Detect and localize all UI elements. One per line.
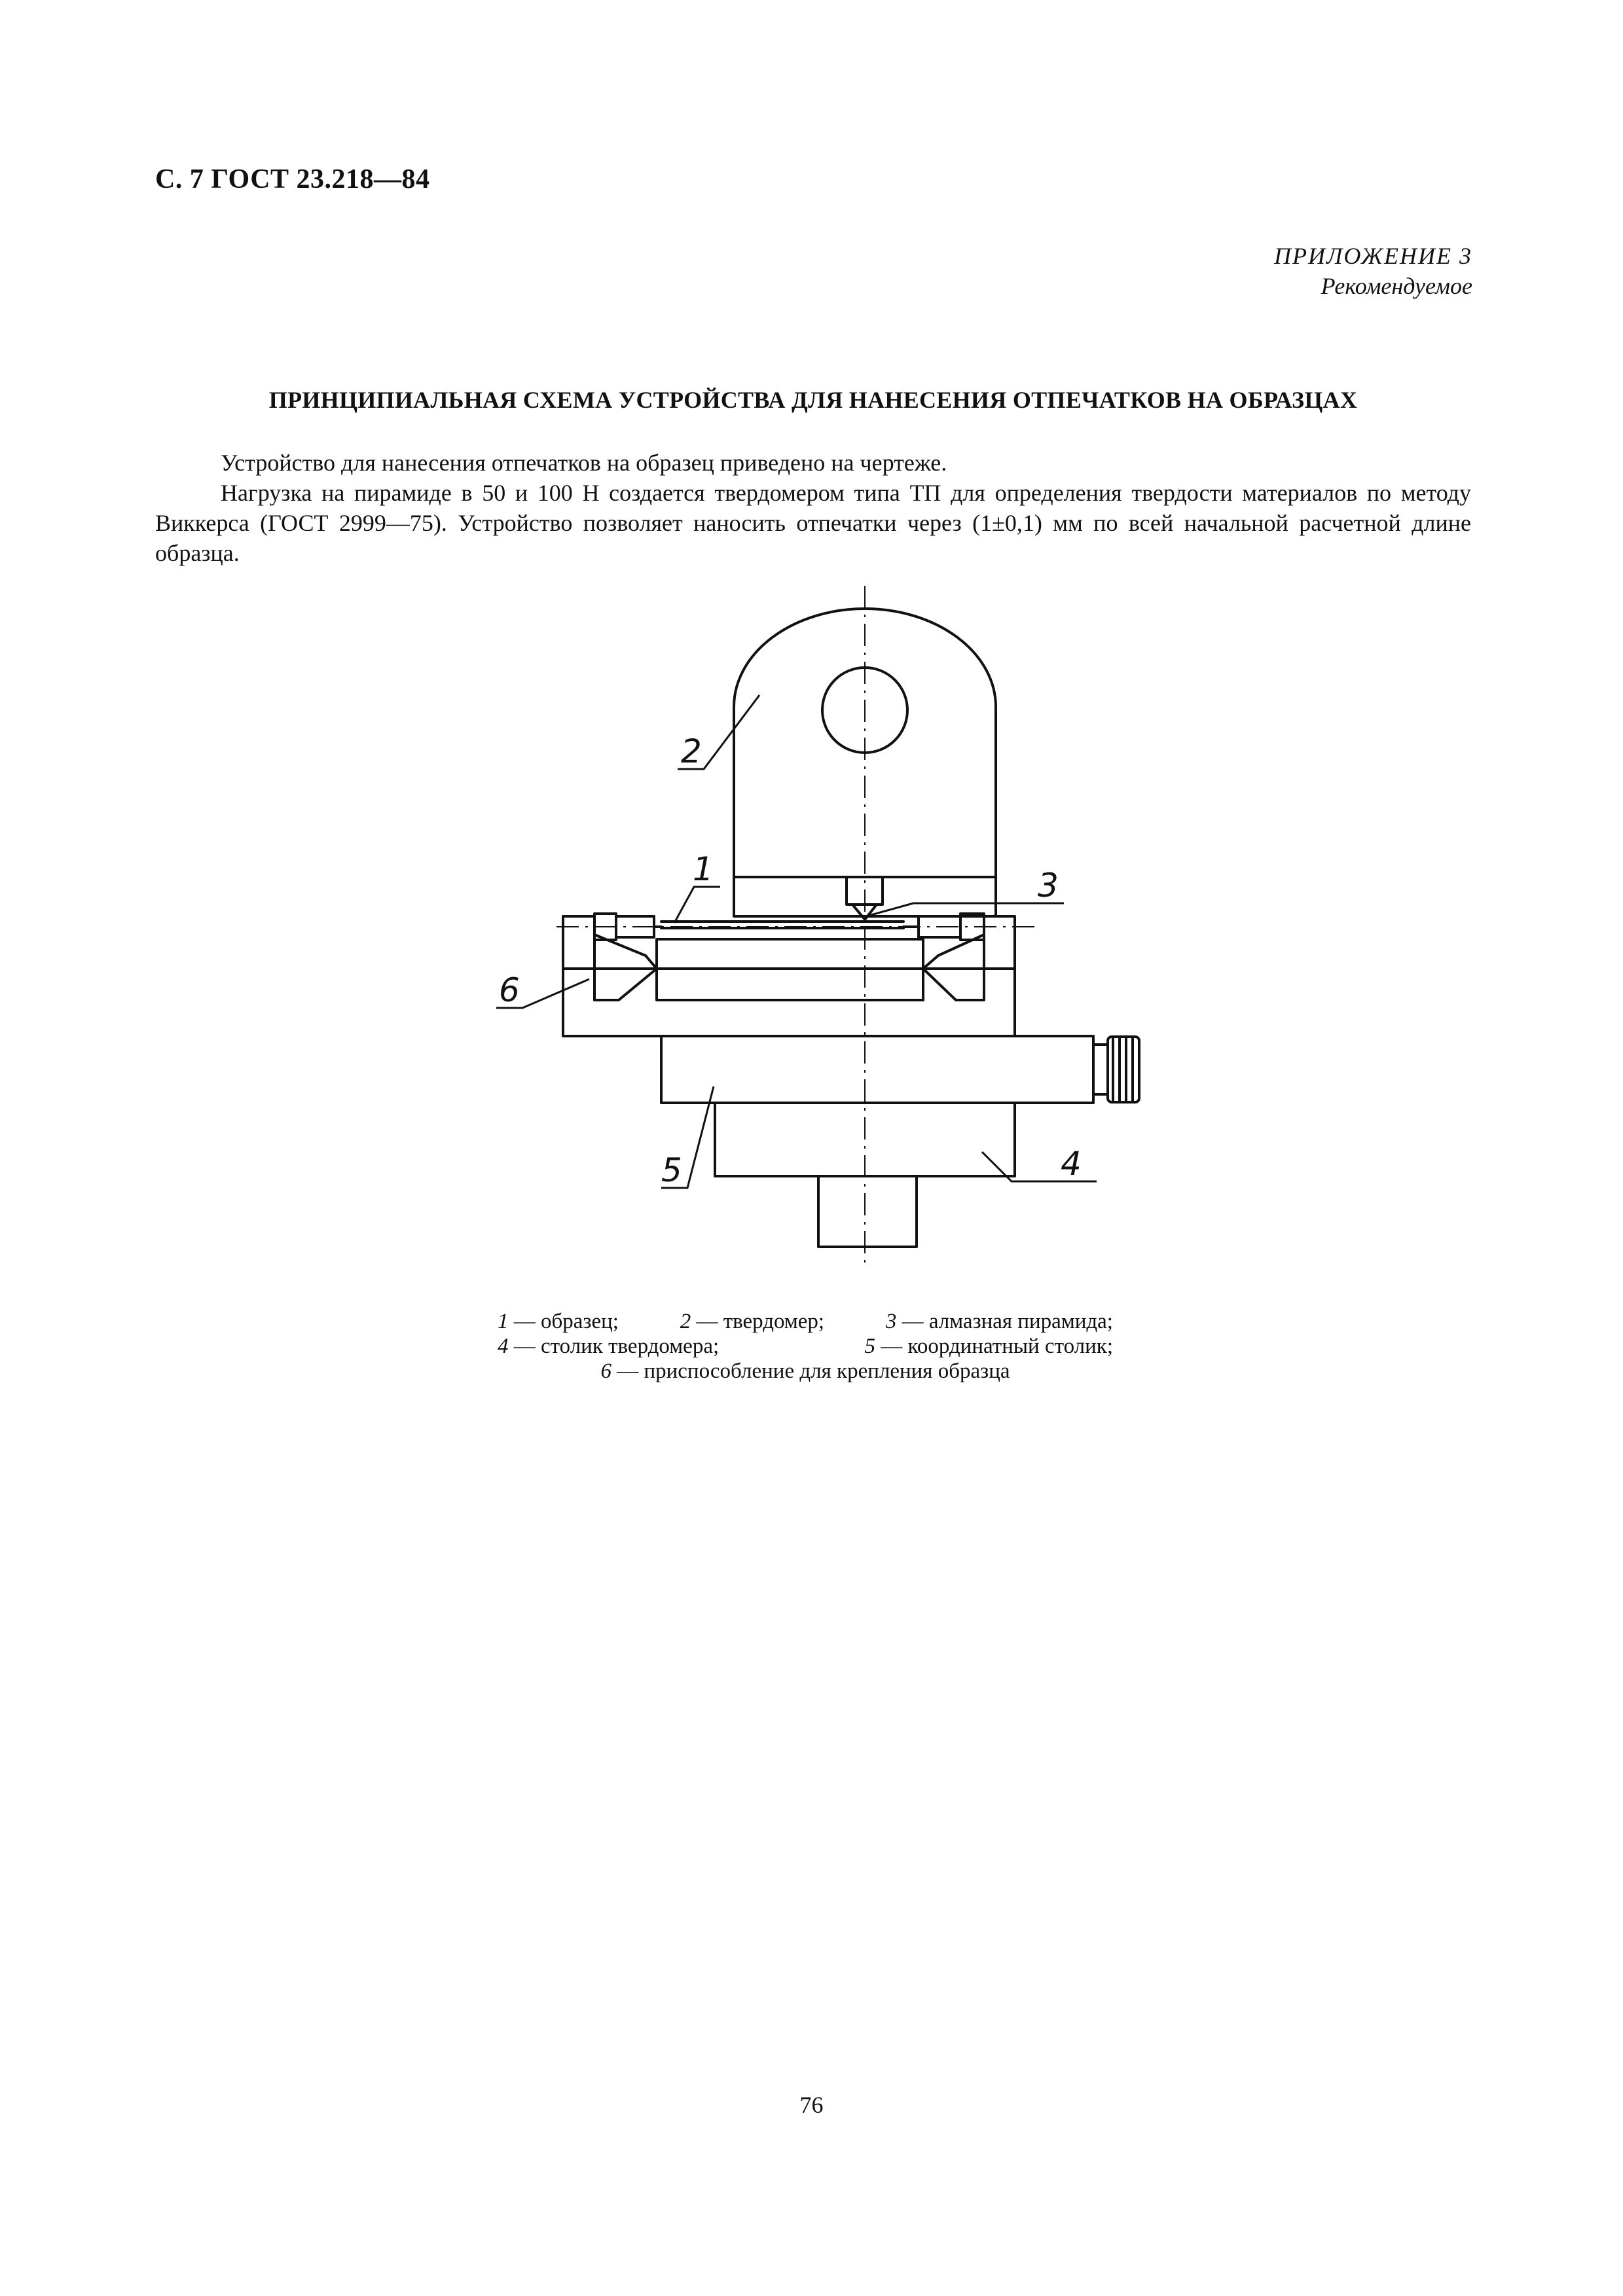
legend-row (498, 1359, 1113, 1384)
page-number: 76 (799, 2092, 824, 2118)
legend-row (498, 1334, 1113, 1359)
page-header: С. 7 ГОСТ 23.218—84 (155, 164, 430, 194)
stage-column (818, 1176, 917, 1247)
appendix-title: ПРИЛОЖЕНИЕ 3 (1274, 243, 1472, 269)
fixture-base (563, 969, 1015, 1036)
appendix-status: Рекомендуемое (1321, 273, 1472, 299)
fixture-block-left (563, 916, 594, 969)
legend-item: 1 — образец; (498, 1310, 619, 1333)
callout-1: 1 (693, 850, 714, 888)
leader-1 (674, 887, 720, 923)
appendix-block (1274, 241, 1472, 301)
coordinate-table (661, 1036, 1093, 1103)
paragraph: Нагрузка на пирамиде в 50 и 100 Н создается твердомером типа ТП для определения твердости материалов по методу Виккерса (ГОСТ 2999—75). Устройство позволяет наносить отпечатки через (1±0,1) мм по всей начальной расчетной длине образца. (155, 480, 1471, 566)
device-schematic-drawing (499, 583, 1165, 1270)
callout-4: 4 (1061, 1145, 1082, 1183)
legend-item: 6 — приспособление для крепления образца (600, 1359, 1010, 1383)
legend-item: 4 — столик твердомера; (498, 1335, 720, 1358)
fixture-block-right (984, 916, 1015, 969)
legend-row (498, 1309, 1113, 1334)
figure-legend (498, 1309, 1113, 1384)
callout-5: 5 (661, 1151, 682, 1189)
paragraph: Устройство для нанесения отпечатков на образец приведено на чертеже. (221, 450, 947, 476)
document-title: ПРИНЦИПИАЛЬНАЯ СХЕМА УСТРОЙСТВА ДЛЯ НАНЕСЕНИЯ ОТПЕЧАТКОВ НА ОБРАЗЦАХ (268, 387, 1358, 413)
callout-2: 2 (681, 732, 702, 770)
legend-item: 5 — координатный столик; (864, 1335, 1113, 1358)
table-screw-collar (1093, 1045, 1108, 1094)
body-text (155, 448, 1471, 568)
callout-3: 3 (1038, 867, 1059, 905)
legend-item: 3 — алмазная пирамида; (885, 1310, 1113, 1333)
legend-item: 2 — твердомер; (680, 1310, 825, 1333)
callout-6: 6 (499, 971, 520, 1009)
